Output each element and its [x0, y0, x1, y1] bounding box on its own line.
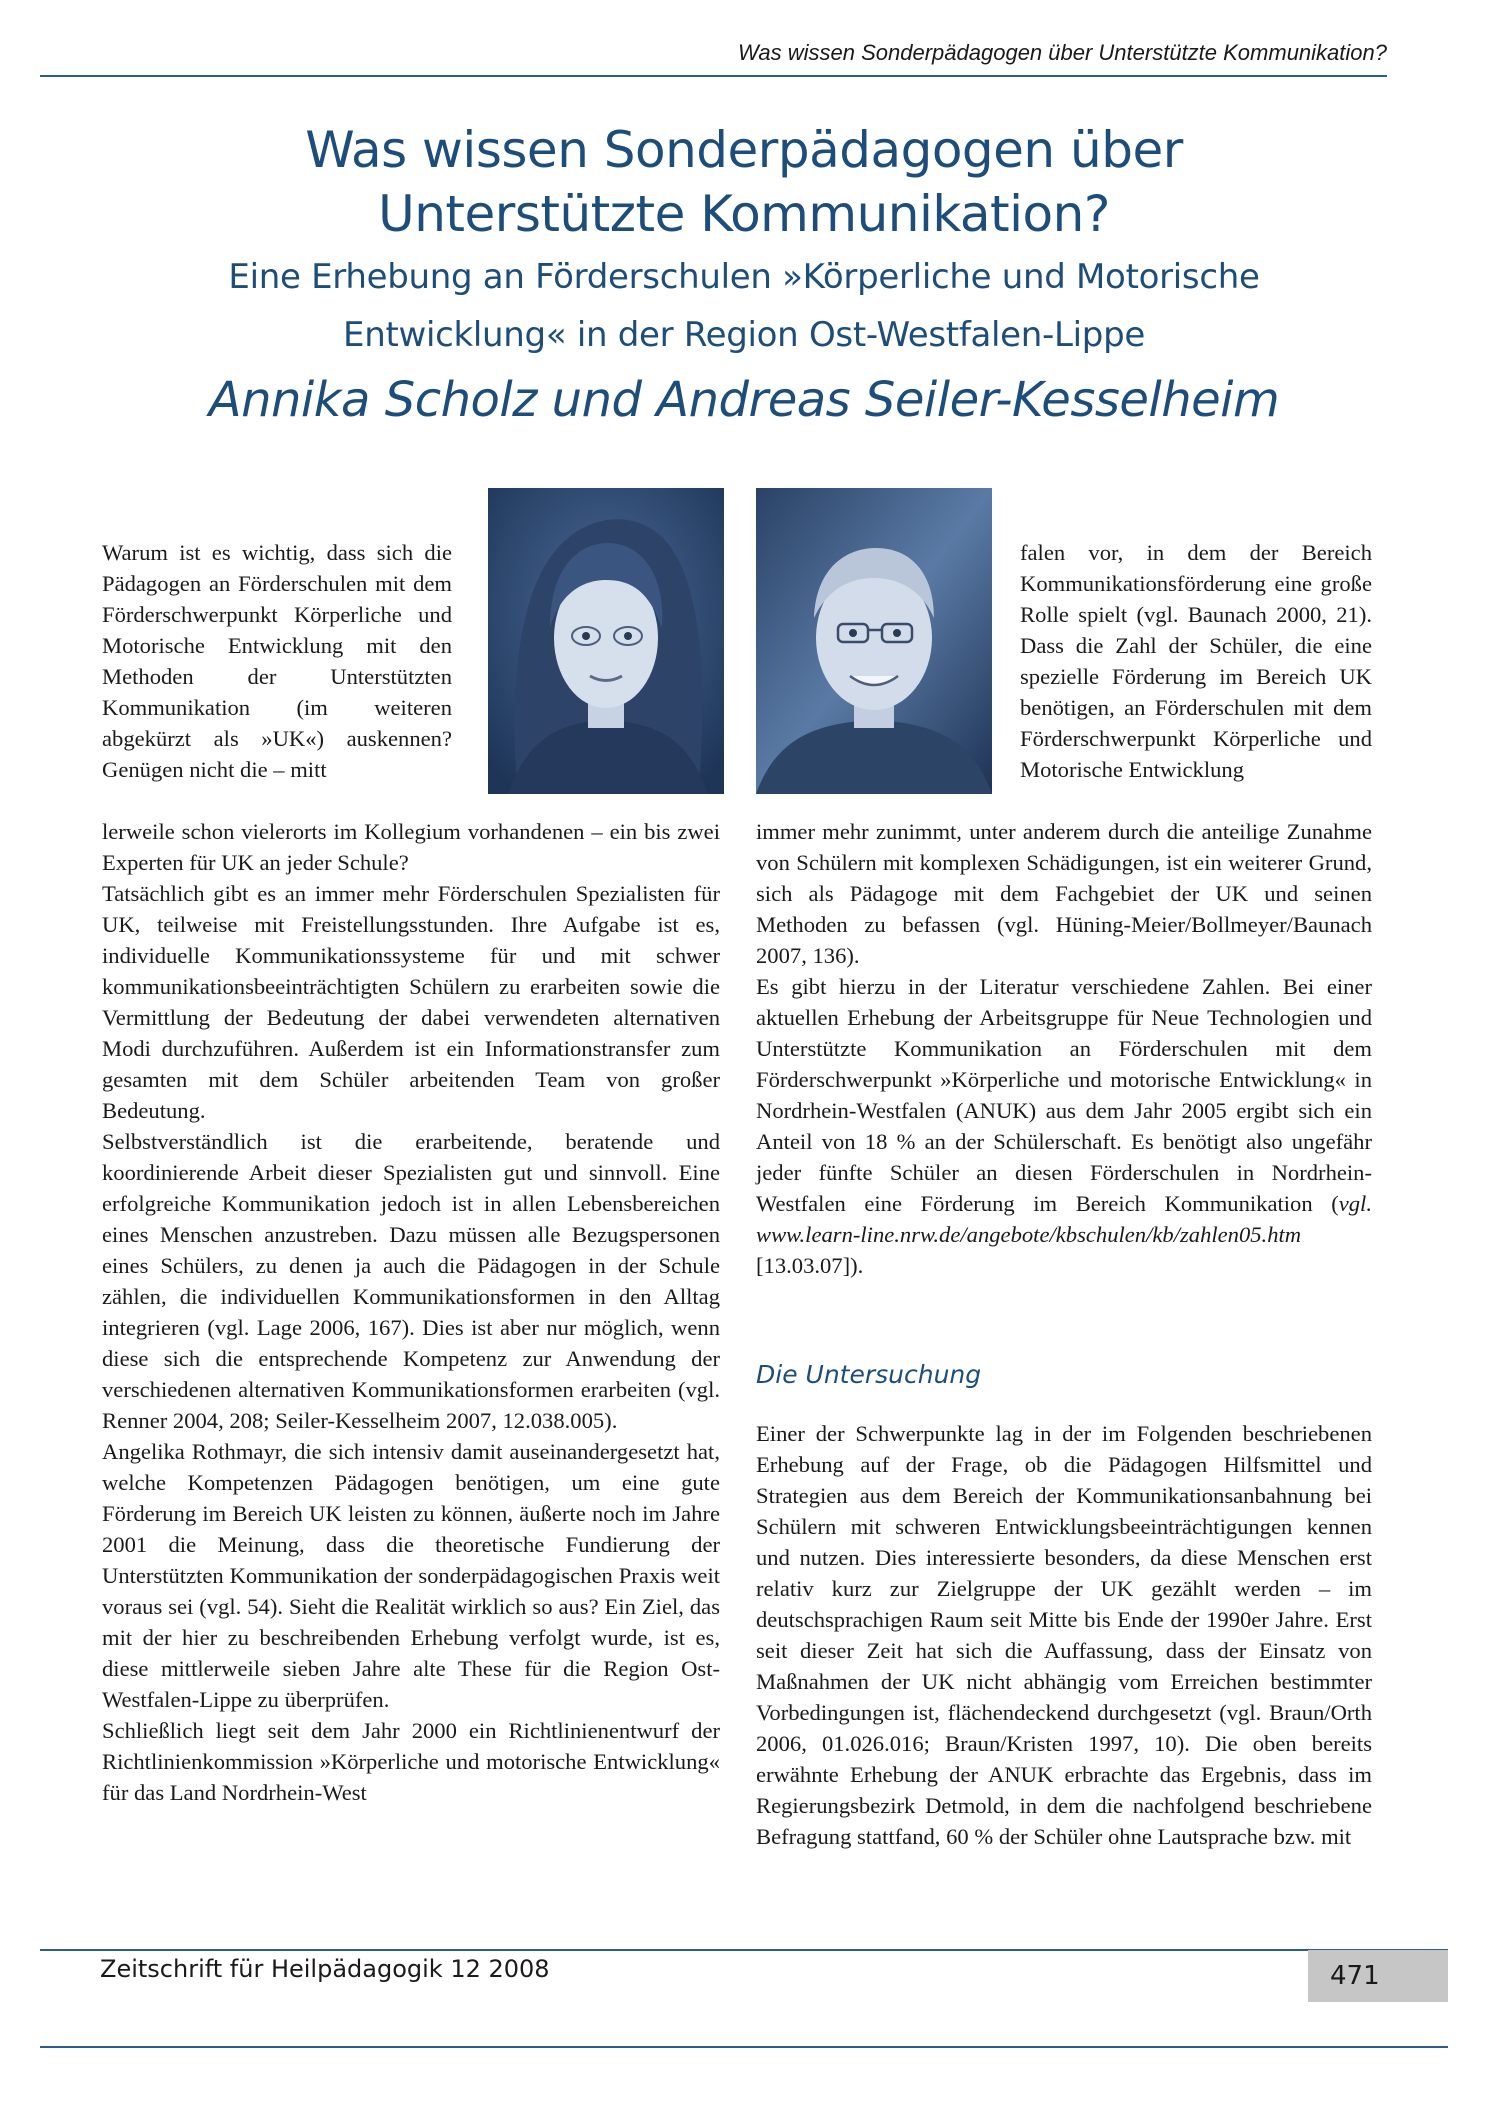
paragraph-untersuchung: Einer der Schwerpunkte lag in der im Folgenden beschriebenen Erhebung auf der Frage, ob die Pädagogen Hilfsmittel und Strategien aus dem Bereich der Kommunikationsanbahnung bei Schülern mit schweren Entwicklungsbeeinträchtigungen kennen und nutzen. Dies interessierte besonders, da diese Menschen erst relativ kurz zur Zielgruppe der UK gezählt werden – im deutschsprachigen Raum seit Mitte bis Ende der 1990er Jahre. Erst seit dieser Zeit hat sich die Auffassung, dass der Einsatz von Maßnahmen der UK nicht abhängig vom Erreichen bestimmter Vorbedingungen ist, flächendeckend durchgesetzt (vgl. Braun/Orth 2006, 01.026.016; Braun/Kristen 1997, 10). Die oben bereits erwähnte Erhebung der ANUK erbrachte das Ergebnis, dass im Regierungsbezirk Detmold, in dem die nachfolgend beschriebene Befragung stattfand, 60 % der Schüler ohne Lautsprache bzw. mit [756, 1421, 1372, 1849]
footer-rule [40, 1949, 1448, 1951]
column-2-body [756, 816, 1372, 1281]
column-1-intro [102, 537, 452, 785]
page-number: 471 [1308, 1950, 1448, 2002]
column-2-intro [1020, 537, 1372, 785]
bottom-rule [40, 2046, 1448, 2048]
authors: Annika Scholz und Andreas Seiler-Kesselheim [208, 372, 1280, 428]
title-line-1: Was wissen Sonderpädagogen über [305, 121, 1183, 179]
article-title [40, 118, 1448, 246]
column-2-section [756, 1418, 1372, 1852]
author-photo-annika-scholz [488, 488, 724, 794]
portrait-female-image [488, 488, 724, 794]
author-photo-andreas-seiler-kesselheim [756, 488, 992, 794]
paragraph-communication: Selbstverständlich ist die erarbeitende, beratende und koordinierende Arbeit dieser Spezialisten gut und sinnvoll. Eine erfolgreiche Kommunikation jedoch ist in allen Lebensbereichen eines Menschen anzustreben. Dazu müssen alle Bezugspersonen eines Schülers, zu denen ja auch die Pädagogen in der Schule zählen, die individuellen Kommunikationsformen in den Alltag integrieren (vgl. Lage 2006, 167). Dies ist aber nur möglich, wenn diese sich die entsprechende Kompetenz zur Anwendung der verschiedenen alternativen Kommunikationsformen erarbeiten (vgl. Renner 2004, 208; Seiler-Kesselheim 2007, 12.038.005). [102, 1129, 720, 1433]
paragraph-rothmayr: Angelika Rothmayr, die sich intensiv damit auseinandergesetzt hat, welche Kompetenzen Pädagogen benötigen, um eine gute Förderung im Bereich UK leisten zu können, äußerte noch im Jahre 2001 die Meinung, dass die theoretische Fundierung der Unterstützten Kommunikation der sonderpädagogischen Praxis weit voraus sei (vgl. 54). Sieht die Realität wirklich so aus? Ein Ziel, das mit der hier zu beschreibenden Erhebung verfolgt wurde, ist es, diese mittlerweile sieben Jahre alte These für die Region Ost-Westfalen-Lippe zu überprüfen. [102, 1439, 720, 1712]
intro-paragraph: Warum ist es wichtig, dass sich die Pädagogen an Förderschulen mit dem Förderschwerpunkt Körperliche und Motorische Entwicklung mit den Methoden der Unterstützten Kommunikation (im weiteren abgekürzt als »UK«) auskennen? Genügen nicht die – mitt [102, 540, 452, 782]
paragraph-guidelines-end: immer mehr zunimmt, unter anderem durch die anteilige Zunahme von Schülern mit komplexen Schädigungen, ist ein weiterer Grund, sich als Pädagoge mit dem Fachgebiet der UK und seinen Methoden zu befassen (vgl. Hüning-Meier/Bollmeyer/Baunach 2007, 136). [756, 819, 1372, 968]
intro-paragraph-continued: lerweile schon vielerorts im Kollegium vorhandenen – ein bis zwei Experten für UK an jeder Schule? [102, 819, 720, 875]
running-head: Was wissen Sonderpädagogen über Unterstützte Kommunikation? [40, 40, 1387, 77]
paragraph-statistics [756, 971, 1372, 1281]
article-subtitle [40, 248, 1448, 364]
title-line-2: Unterstützte Kommunikation? [378, 185, 1110, 243]
title-block [40, 118, 1448, 432]
source-url-link[interactable]: vgl. www.learn-line.nrw.de/angebote/kbschulen/kb/zahlen05.htm [756, 1191, 1372, 1247]
statistics-text: Es gibt hierzu in der Literatur verschiedene Zahlen. Bei einer aktuellen Erhebung der Arbeitsgruppe für Neue Technologien und Unterstützte Kommunikation an Förderschulen mit dem Förderschwerpunkt »Körperliche und motorische Entwicklung« in Nordrhein-Westfalen (ANUK) aus dem Jahr 2005 ergibt sich ein Anteil von 18 % an der Schülerschaft. Es benötigt also ungefähr jeder fünfte Schüler an diesen Förderschulen in Nordrhein-Westfalen eine Förderung im Bereich Kommunikation ( [756, 974, 1372, 1216]
paragraph-specialists: Tatsächlich gibt es an immer mehr Förderschulen Spezialisten für UK, teilweise mit Freistellungsstunden. Ihre Aufgabe ist es, individuelle Kommunikationssysteme für und mit schwer kommunikationsbeeinträchtigten Schülern zu erarbeiten sowie die Vermittlung der Bedeutung der dabei verwendeten alternativen Modi durchzuführen. Außerdem ist ein Informationstransfer zum gesamten mit dem Schüler arbeitenden Team von großer Bedeutung. [102, 881, 720, 1123]
subtitle-line-1: Eine Erhebung an Förderschulen »Körperliche und Motorische [228, 257, 1260, 297]
subtitle-line-2: Entwicklung« in der Region Ost-Westfalen-Lippe [343, 315, 1145, 355]
column-1-body [102, 816, 720, 1808]
statistics-date: [13.03.07]). [756, 1253, 864, 1278]
section-heading: Die Untersuchung [756, 1360, 982, 1389]
paragraph-guidelines-continued: falen vor, in dem der Bereich Kommunikationsförderung eine große Rolle spielt (vgl. Baunach 2000, 21). Dass die Zahl der Schüler, die eine spezielle Förderung im Bereich UK benötigen, an Förderschulen mit dem Förderschwerpunkt Körperliche und Motorische Entwicklung [1020, 540, 1372, 782]
journal-citation: Zeitschrift für Heilpädagogik 12 2008 [100, 1955, 550, 1983]
paragraph-guidelines: Schließlich liegt seit dem Jahr 2000 ein Richtlinienentwurf der Richtlinienkommission »Körperliche und motorische Entwicklung« für das Land Nordrhein-West [102, 1718, 720, 1805]
portrait-male-image [756, 488, 992, 794]
